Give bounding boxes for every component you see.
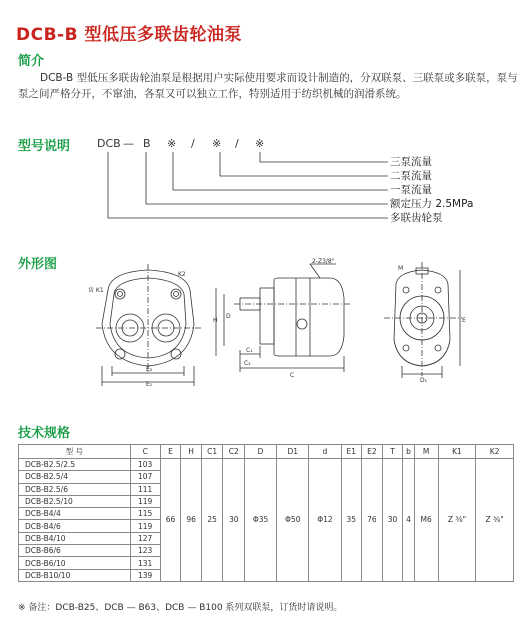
side-view-drawing [210, 258, 360, 384]
length-cell: 131 [130, 557, 160, 569]
model-cell: DCB-B2.5/2.5 [19, 459, 131, 471]
column-header: C [130, 445, 160, 459]
legend-pump-type: 多联齿轮泵 [390, 212, 443, 224]
specs-header-row [19, 445, 514, 459]
model-code-slash1: / [191, 137, 195, 150]
length-cell: 107 [130, 471, 160, 483]
column-header: E1 [341, 445, 362, 459]
svg-text:D₁: D₁ [420, 377, 428, 384]
column-header: C1 [201, 445, 223, 459]
model-cell: DCB-B10/10 [19, 569, 131, 581]
specs-table [18, 444, 514, 582]
model-code-pump1: ※ [167, 137, 177, 150]
outline-heading: 外形图 [18, 257, 58, 272]
svg-text:C: C [290, 372, 295, 379]
thread-label: 2-Z3/8" [312, 258, 335, 265]
end-view-drawing [376, 260, 476, 384]
common-value-cell: Z ³⁄₈" [438, 459, 476, 582]
legend-rated-pressure: 额定压力 2.5MPa [390, 198, 474, 210]
page-title: DCB-B 型低压多联齿轮油泵 [16, 25, 242, 45]
model-code-pump3: ※ [255, 137, 265, 150]
length-cell: 119 [130, 520, 160, 532]
legend-pump2-flow: 二泵流量 [390, 170, 432, 182]
legend-pump1-flow: 一泵流量 [390, 184, 432, 196]
model-cell: DCB-B2.5/10 [19, 495, 131, 507]
length-cell: 111 [130, 483, 160, 495]
length-cell: 119 [130, 495, 160, 507]
common-value-cell: 30 [223, 459, 245, 582]
svg-text:M: M [398, 265, 404, 272]
specs-heading: 技术规格 [18, 426, 71, 441]
common-value-cell: 30 [382, 459, 403, 582]
model-cell: DCB-B4/10 [19, 532, 131, 544]
column-header: T [382, 445, 403, 459]
svg-text:E: E [462, 317, 466, 324]
column-header: D [244, 445, 276, 459]
column-header: M [414, 445, 438, 459]
common-value-cell: 25 [201, 459, 223, 582]
common-value-cell: 4 [403, 459, 414, 582]
common-value-cell: 96 [181, 459, 202, 582]
column-header: d [309, 445, 341, 459]
common-value-cell: 66 [160, 459, 181, 582]
common-value-cell: M6 [414, 459, 438, 582]
column-header: b [403, 445, 414, 459]
common-value-cell: Z ³⁄₈" [476, 459, 514, 582]
length-cell: 115 [130, 508, 160, 520]
intro-heading: 简介 [18, 54, 45, 69]
model-cell: DCB-B6/6 [19, 545, 131, 557]
model-cell: DCB-B2.5/6 [19, 483, 131, 495]
svg-text:E₂: E₂ [146, 366, 153, 373]
model-code-series: DCB [97, 137, 121, 150]
column-header: E2 [362, 445, 383, 459]
common-value-cell: 76 [362, 459, 383, 582]
length-cell: 139 [130, 569, 160, 581]
port-label-k1: 齿 K1 [88, 287, 104, 294]
column-header: H [181, 445, 202, 459]
legend-pump3-flow: 三泵流量 [390, 156, 432, 168]
model-code-pressure: B [143, 137, 151, 150]
footnote: ※ 备注：DCB-B25、DCB — B63、DCB — B100 系列双联泵，订货时请说明。 [18, 603, 343, 613]
model-cell: DCB-B4/4 [19, 508, 131, 520]
column-header: 型 号 [19, 445, 131, 459]
intro-text: DCB-B 型低压多联齿轮油泵是根据用户实际使用要求而设计制造的，分双联泵、三联泵或多联泵，泵与泵之间严格分开，不窜油，各泵又可以独立工作，特别适用于纺织机械的润滑系统。 [18, 72, 518, 100]
common-value-cell: 35 [341, 459, 362, 582]
port-label-k2: K2 [178, 271, 186, 278]
column-header: E [160, 445, 181, 459]
svg-text:E₁: E₁ [146, 381, 153, 388]
front-view-drawing [90, 262, 208, 392]
svg-text:C₂: C₂ [244, 360, 251, 367]
table-row [19, 459, 514, 471]
length-cell: 103 [130, 459, 160, 471]
common-value-cell: Φ50 [277, 459, 309, 582]
model-code-pump2: ※ [212, 137, 222, 150]
model-cell: DCB-B4/6 [19, 520, 131, 532]
svg-text:C₁: C₁ [246, 347, 253, 354]
length-cell: 123 [130, 545, 160, 557]
common-value-cell: Φ12 [309, 459, 341, 582]
column-header: D1 [277, 445, 309, 459]
column-header: C2 [223, 445, 245, 459]
column-header: K1 [438, 445, 476, 459]
model-cell: DCB-B2.5/4 [19, 471, 131, 483]
model-code-slash2: / [235, 137, 239, 150]
svg-text:H: H [213, 317, 218, 324]
svg-text:D: D [226, 313, 231, 320]
model-cell: DCB-B6/10 [19, 557, 131, 569]
common-value-cell: Φ35 [244, 459, 276, 582]
model-code-dash: — [123, 137, 134, 150]
length-cell: 127 [130, 532, 160, 544]
column-header: K2 [476, 445, 514, 459]
model-heading: 型号说明 [18, 139, 71, 154]
